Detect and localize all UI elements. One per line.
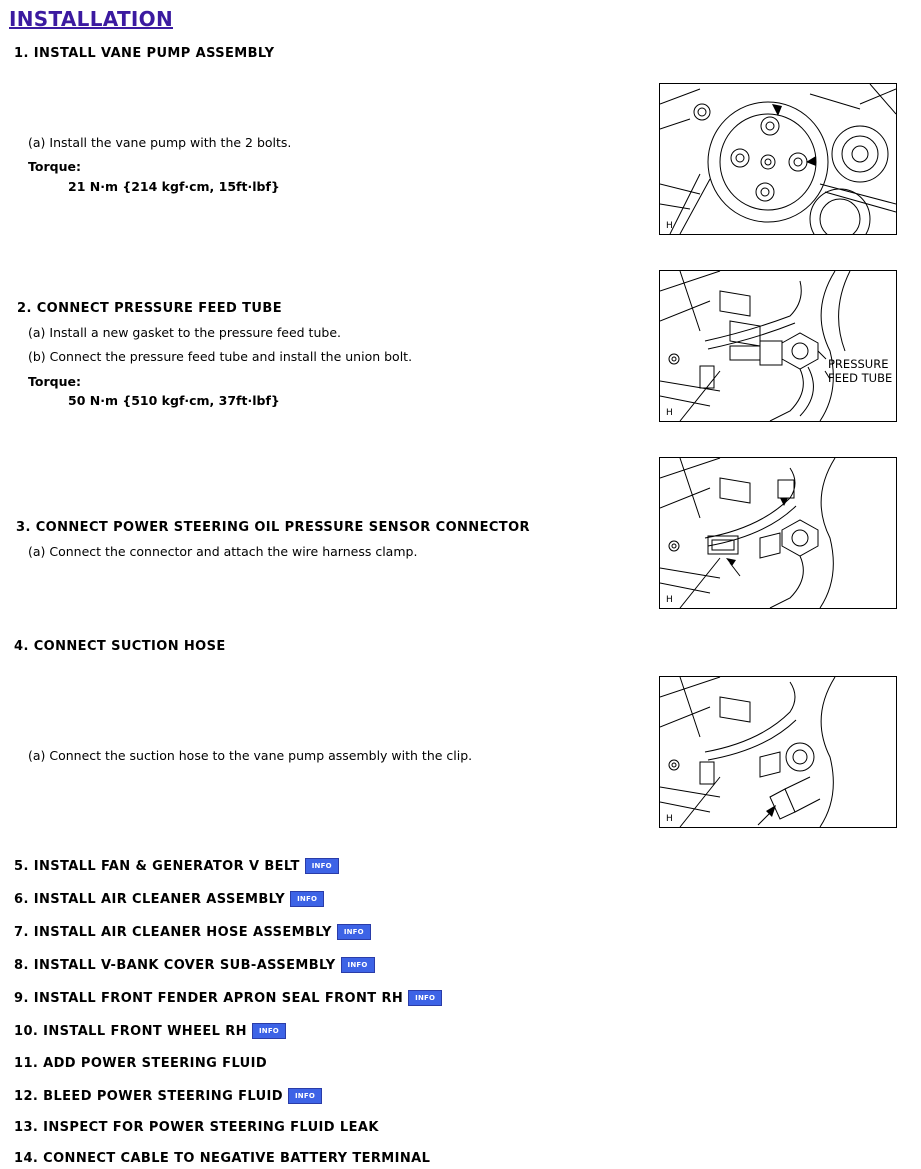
step-2-sub-b: (b) Connect the pressure feed tube and install the union bolt. xyxy=(28,349,413,364)
step-13-label: 13. INSPECT FOR POWER STEERING FLUID LEAK xyxy=(14,1120,379,1135)
step-2-sub-a: (a) Install a new gasket to the pressure feed tube. xyxy=(28,325,341,340)
step-9-title xyxy=(14,990,442,1006)
step-14-label: 14. CONNECT CABLE TO NEGATIVE BATTERY TERMINAL xyxy=(14,1151,431,1166)
step-6-label: 6. INSTALL AIR CLEANER ASSEMBLY xyxy=(14,892,286,907)
step-13-title xyxy=(14,1120,379,1135)
figure-suction-hose xyxy=(659,676,897,828)
step-1-torque-label: Torque: xyxy=(28,159,81,174)
vane-pump-illustration xyxy=(660,84,896,234)
info-link-button[interactable]: INFO xyxy=(252,1023,286,1039)
info-link-button[interactable]: INFO xyxy=(290,891,324,907)
step-10-label: 10. INSTALL FRONT WHEEL RH xyxy=(14,1024,247,1039)
step-11-title xyxy=(14,1056,267,1071)
figure-corner-mark: H xyxy=(666,221,673,231)
step-2-title: 2. CONNECT PRESSURE FEED TUBE xyxy=(17,301,282,316)
suction-hose-illustration xyxy=(660,677,896,827)
step-11-label: 11. ADD POWER STEERING FLUID xyxy=(14,1056,268,1071)
figure-corner-mark: H xyxy=(666,408,673,418)
step-3-sub-a: (a) Connect the connector and attach the wire harness clamp. xyxy=(28,544,418,559)
info-link-button[interactable]: INFO xyxy=(305,858,339,874)
step-6-title xyxy=(14,891,324,907)
info-link-button[interactable]: INFO xyxy=(408,990,442,1006)
step-8-title xyxy=(14,957,375,973)
step-3-title: 3. CONNECT POWER STEERING OIL PRESSURE SENSOR CONNECTOR xyxy=(16,520,530,535)
step-1-torque-value: 21 N·m {214 kgf·cm, 15ft·lbf} xyxy=(68,179,280,194)
info-link-button[interactable]: INFO xyxy=(337,924,371,940)
page-title: INSTALLATION xyxy=(9,7,173,31)
figure-corner-mark: H xyxy=(666,595,673,605)
step-4-title: 4. CONNECT SUCTION HOSE xyxy=(14,639,226,654)
step-10-title xyxy=(14,1023,286,1039)
callout-label-line1: PRESSURE xyxy=(828,357,889,371)
step-1-title: 1. INSTALL VANE PUMP ASSEMBLY xyxy=(14,46,275,61)
callout-label-line2: FEED TUBE xyxy=(828,371,893,385)
step-5-title xyxy=(14,858,339,874)
figure-vane-pump xyxy=(659,83,897,235)
figure-sensor-connector xyxy=(659,457,897,609)
step-1-sub-a: (a) Install the vane pump with the 2 bolts. xyxy=(28,135,292,150)
step-4-sub-a: (a) Connect the suction hose to the vane pump assembly with the clip. xyxy=(28,748,473,763)
step-14-title xyxy=(14,1151,430,1166)
figure-corner-mark: H xyxy=(666,814,673,824)
step-2-torque-value: 50 N·m {510 kgf·cm, 37ft·lbf} xyxy=(68,393,280,408)
sensor-connector-illustration xyxy=(660,458,896,608)
step-8-label: 8. INSTALL V-BANK COVER SUB-ASSEMBLY xyxy=(14,958,336,973)
step-12-label: 12. BLEED POWER STEERING FLUID xyxy=(14,1089,283,1104)
info-link-button[interactable]: INFO xyxy=(288,1088,322,1104)
figure-pressure-feed-tube xyxy=(659,270,897,422)
step-7-title xyxy=(14,924,371,940)
info-link-button[interactable]: INFO xyxy=(341,957,375,973)
pressure-feed-tube-illustration xyxy=(660,271,896,421)
step-2-torque-label: Torque: xyxy=(28,374,81,389)
step-9-label: 9. INSTALL FRONT FENDER APRON SEAL FRONT RH xyxy=(14,991,404,1006)
step-7-label: 7. INSTALL AIR CLEANER HOSE ASSEMBLY xyxy=(14,925,332,940)
step-12-title xyxy=(14,1088,322,1104)
step-5-label: 5. INSTALL FAN & GENERATOR V BELT xyxy=(14,859,300,874)
